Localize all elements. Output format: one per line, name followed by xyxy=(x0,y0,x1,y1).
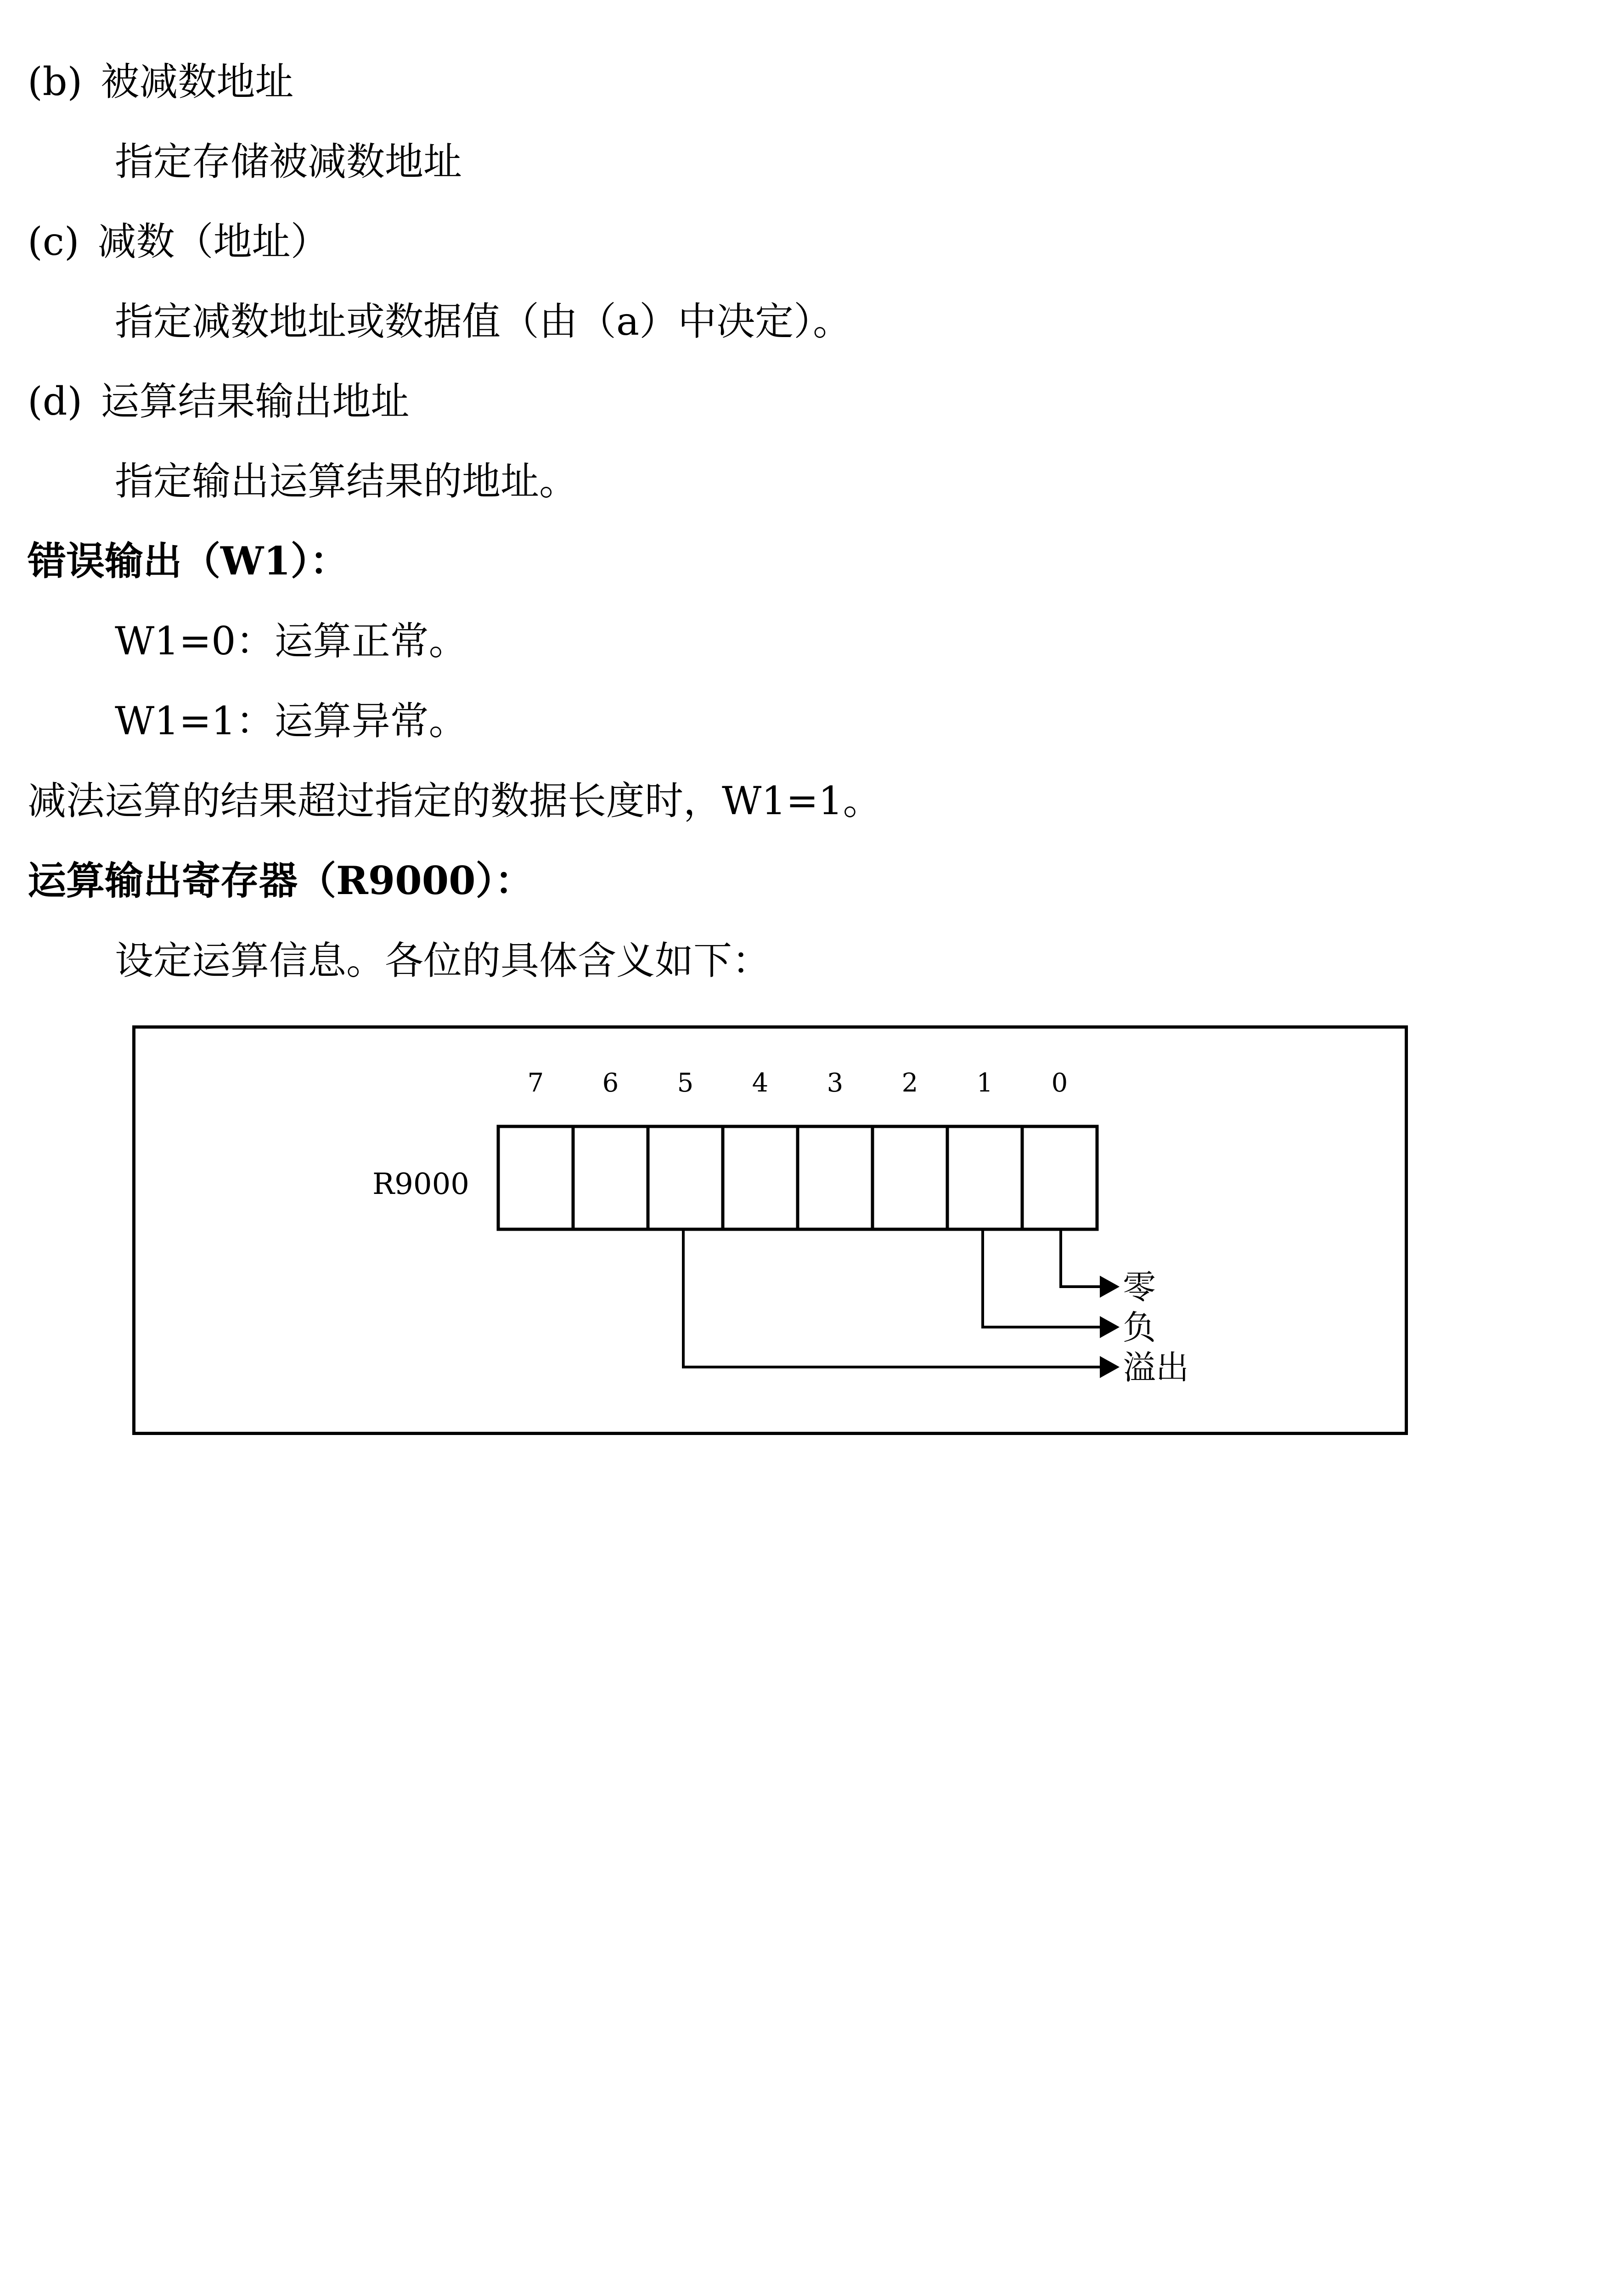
item-c-description: 指定减数地址或数据值（由（a）中决定）。 xyxy=(115,299,852,344)
item-c-heading xyxy=(28,219,329,264)
overflow-flag-label: 溢出 xyxy=(1123,1348,1189,1387)
error-output-heading: 错误输出（W1）： xyxy=(28,538,349,584)
register-bit-cell-2 xyxy=(872,1126,947,1229)
bit-number-labels xyxy=(528,1068,1068,1098)
bit-number-0: 0 xyxy=(1051,1068,1068,1098)
bit-number-3: 3 xyxy=(827,1068,844,1098)
register-name-label: R9000 xyxy=(372,1167,469,1201)
register-heading: 运算输出寄存器（R9000）： xyxy=(28,858,534,903)
item-c-label: (c) xyxy=(28,219,79,264)
item-b-description: 指定存储被减数地址 xyxy=(115,139,462,184)
flag-arrowheads xyxy=(1100,1276,1120,1378)
item-b-label: (b) xyxy=(28,59,83,104)
register-diagram xyxy=(135,1029,1411,1438)
register-diagram-box xyxy=(132,1025,1408,1435)
overflow-arrow-icon xyxy=(1100,1356,1120,1378)
bit-number-1: 1 xyxy=(976,1068,993,1098)
register-bit-cell-6 xyxy=(573,1126,648,1229)
zero-flag-connector xyxy=(1061,1229,1100,1287)
item-d-description: 指定输出运算结果的地址。 xyxy=(115,459,578,504)
item-d-heading xyxy=(28,378,409,424)
flag-connectors xyxy=(683,1229,1100,1367)
register-bit-cell-1 xyxy=(947,1126,1022,1229)
negative-flag-connector xyxy=(983,1229,1100,1327)
item-b-title: 被减数地址 xyxy=(101,59,294,104)
bit-number-6: 6 xyxy=(602,1068,619,1098)
register-bit-cell-4 xyxy=(723,1126,798,1229)
bit-number-7: 7 xyxy=(527,1068,544,1098)
negative-arrow-icon xyxy=(1100,1316,1120,1338)
zero-flag-label: 零 xyxy=(1123,1268,1156,1306)
bit-number-2: 2 xyxy=(901,1068,918,1098)
error-output-note: 减法运算的结果超过指定的数据长度时，W1=1。 xyxy=(28,778,882,823)
zero-arrow-icon xyxy=(1100,1276,1120,1298)
register-bit-cell-7 xyxy=(498,1126,573,1229)
bit-number-4: 4 xyxy=(752,1068,769,1098)
w1-abnormal-text: W1=1：运算异常。 xyxy=(115,698,467,743)
item-d-label: (d) xyxy=(28,379,83,424)
item-c-title: 减数（地址） xyxy=(97,219,329,264)
register-bit-cells xyxy=(498,1126,1097,1229)
item-d-title: 运算结果输出地址 xyxy=(101,379,410,424)
item-b-heading xyxy=(28,59,293,105)
register-bit-cell-0 xyxy=(1022,1126,1097,1229)
overflow-flag-connector xyxy=(683,1229,1100,1367)
w1-normal-text: W1=0：运算正常。 xyxy=(115,619,467,664)
register-description: 设定运算信息。各位的具体含义如下： xyxy=(115,938,771,983)
register-bit-cell-5 xyxy=(648,1126,723,1229)
register-bit-cell-3 xyxy=(798,1126,872,1229)
bit-number-5: 5 xyxy=(677,1068,694,1098)
negative-flag-label: 负 xyxy=(1123,1308,1156,1347)
